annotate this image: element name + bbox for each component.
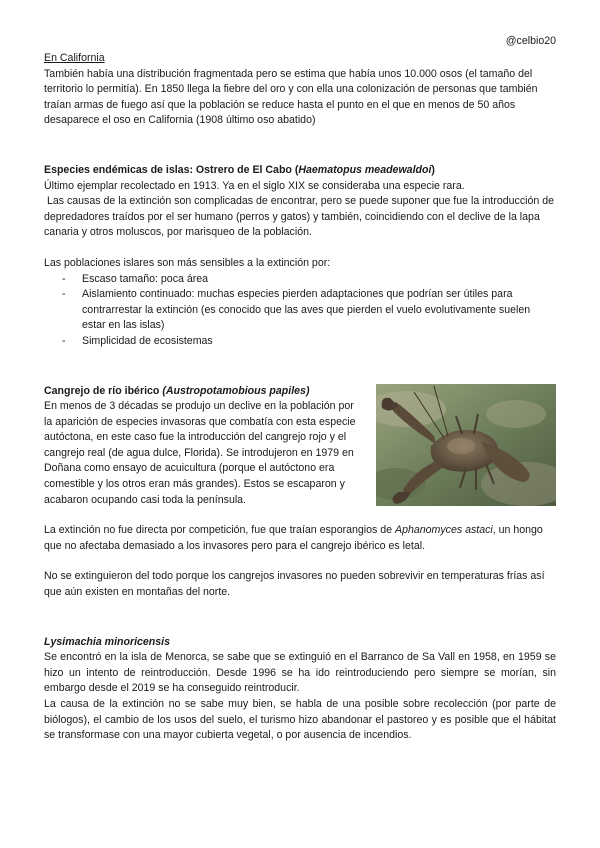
ostrero-line1: Último ejemplar recolectado en 1913. Ya en el siglo XIX se consideraba una especie rara. — [44, 179, 465, 192]
lysimachia-paragraph-1: Se encontró en la isla de Menorca, se sabe que se extinguió en el Barranco de Sa Vall en 1958, en 1959 se hizo un intento de reintroducción. Desde 1996 se ha ido reintroduciendo pero siempre se morían, sin embargo desde el 2019 se ha conseguido reintroducir. — [44, 651, 556, 695]
list-item: - Simplicidad de ecosistemas — [44, 334, 556, 350]
section-cangrejo — [44, 384, 556, 601]
list-item: - Aislamiento continuado: muchas especies pierden adaptaciones que podrían ser útiles para contrarrestar la extinción (es conocido que las aves que pierden el vuelo evolutivamente suelen estar en las islas) — [44, 287, 556, 334]
cangrejo-paragraph-2-a: La extinción no fue directa por competición, fue que traían esporangios de — [44, 524, 395, 537]
cangrejo-paragraph-2 — [44, 523, 556, 554]
california-heading: En California — [44, 52, 105, 64]
cangrejo-block — [44, 384, 556, 509]
ostrero-heading-prefix: Especies endémicas de islas: Ostrero de El Cabo ( — [44, 163, 299, 176]
lysimachia-paragraph-2: La causa de la extinción no se sabe muy bien, se habla de una posible sobre recolección (por parte de biólogos), el cambio de los usos del suelo, el turismo hizo abandonar el pastoreo y es posible que el hábitat se transformase con una mayor cubierta vegetal, o por ausencia de incendios. — [44, 698, 556, 742]
section-ostrero — [44, 163, 556, 350]
ostrero-line2: Las causas de la extinción son complicadas de encontrar, pero se puede suponer que fue la introducción de depredadores traídos por el ser humano (perros y gatos) y también, coincidiendo con el declive de la lapa canaria y otros moluscos, por marisqueo de la población. — [44, 195, 557, 239]
ostrero-heading — [44, 163, 556, 179]
california-body: También había una distribución fragmentada pero se estima que había unos 10.000 osos (el tamaño del territorio lo permitía). En 1850 llega la fiebre del oro y con ella una colonización de personas que también traían armas de fuego así que la población se reduce hasta el punto en el que en menos de 50 años desaparece el oso en California (1908 último oso abatido) — [44, 67, 538, 127]
author-watermark: @celbio20 — [505, 35, 556, 47]
section-lysimachia — [44, 635, 556, 744]
ostrero-bullet-list — [44, 272, 556, 350]
ostrero-heading-species: Haematopus meadewaldoi — [298, 163, 432, 176]
lysimachia-heading — [44, 635, 556, 651]
cangrejo-paragraph-3: No se extinguieron del todo porque los cangrejos invasores no pueden sobrevivir en temperaturas frías así que aún existen en montañas del norte. — [44, 570, 545, 599]
cangrejo-heading — [44, 384, 362, 400]
ostrero-intro: Las poblaciones islares son más sensibles a la extinción por: — [44, 256, 331, 269]
list-item: - Escaso tamaño: poca área — [44, 272, 556, 288]
cangrejo-paragraph-2-b: , un hongo que no afectaba demasiado a los invasores pero para el cangrejo ibérico es letal. — [44, 524, 543, 552]
section-california — [44, 51, 556, 129]
crayfish-photo — [376, 384, 556, 506]
cangrejo-body: En menos de 3 décadas se produjo un declive en la población por la aparición de especies invasoras que combatía con esta especie autóctona, en este caso fue la introducción del cangrejo rojo y el cangrejo real (de agua dulce, Florida). Se introdujeron en 1979 en Doñana como ensayo de acuicultura (porque el autóctono era comestible y los otros eran más grandes). Estos se escaparon y acabaron ocupando casi toda la península. — [44, 400, 356, 506]
ostrero-heading-suffix: ) — [431, 163, 435, 176]
cangrejo-heading-prefix: Cangrejo de río ibérico — [44, 384, 163, 397]
document-page — [44, 51, 556, 744]
cangrejo-text-column — [44, 384, 362, 509]
cangrejo-heading-species: (Austropotamobious papiles) — [162, 384, 310, 397]
lysimachia-heading-species: Lysimachia minoricensis — [44, 635, 171, 648]
cangrejo-paragraph-2-species: Aphanomyces astaci — [395, 524, 493, 537]
